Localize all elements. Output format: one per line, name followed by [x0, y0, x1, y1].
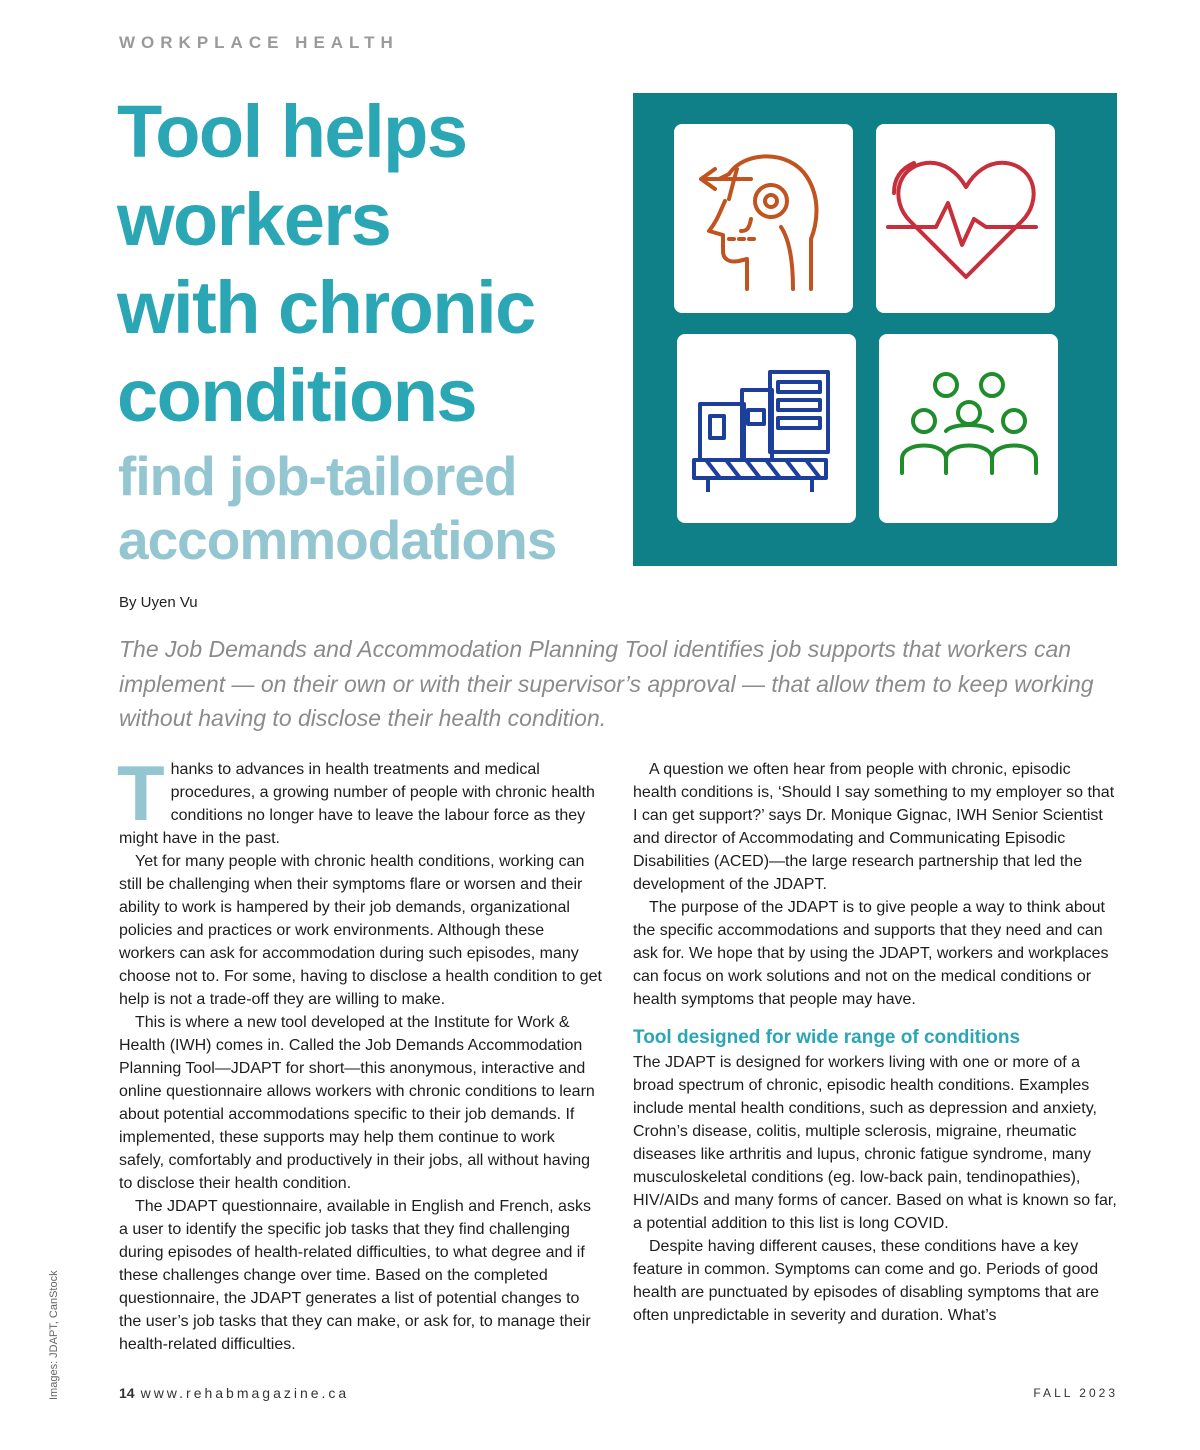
paragraph: [117, 749, 603, 850]
hero-illustration: [633, 93, 1117, 566]
headline-line: with chronic: [117, 266, 535, 349]
subheadline-line: accommodations: [118, 509, 557, 571]
section-subhead: Tool designed for wide range of conditions: [633, 1027, 1021, 1048]
subheadline: [118, 444, 618, 572]
article-column-left: [117, 749, 603, 1356]
paragraph: The purpose of the JDAPT is to give people a way to think about the specific accommodations and supports that they need and can ask for. We hope that by using the JDAPT, workers and workplaces can focus on work solutions and not on the medical conditions or health symptoms that people may have.: [633, 899, 1109, 1008]
footer-left: [119, 1385, 349, 1401]
paragraph: Yet for many people with chronic health conditions, working can still be challenging when their symptoms flare or worsen and their ability to work is hampered by their job demands, organizational policies and practices or work environments. Although these workers can ask for accommodation during such episodes, many choose not to. For some, having to disclose a health condition to get help is not a trade-off they are willing to make.: [119, 853, 602, 1008]
heart-pulse-icon: [886, 149, 1046, 289]
paragraph: A question we often hear from people with chronic, episodic health conditions is, ‘Should I say something to my employer so that I can get support?’ says Dr. Monique Gignac, IWH Senior Scientist and director of Accommodating and Communicating Episodic Disabilities (ACED)—the large research partnership that led the development of the JDAPT.: [633, 761, 1115, 893]
tile-head: [674, 124, 853, 313]
issue-label: FALL 2023: [1033, 1386, 1118, 1400]
paragraph: The JDAPT is designed for workers living with one or more of a broad spectrum of chronic, episodic health conditions. Examples include mental health conditions, such as depression and anxiety, Crohn’s disease, colitis, multiple sclerosis, migraine, rheumatic diseases like arthritis and lupus, chronic fatigue syndrome, many musculoskeletal conditions (eg. low-back pain, tendinopathies), HIV/AIDs and many forms of cancer. Based on what is known so far, a potential addition to this list is long COVID.: [633, 1054, 1117, 1232]
paragraph-text: hanks to advances in health treatments and medical procedures, a growing number of people with chronic health conditions no longer have to leave the labour force as they might have in the past.: [119, 761, 595, 847]
tile-building: [677, 334, 856, 523]
tile-people: [879, 334, 1058, 523]
headline-line: conditions: [117, 354, 477, 437]
headline: [117, 88, 617, 440]
tile-heart: [876, 124, 1055, 313]
building-icon: [692, 364, 842, 494]
article-column-right: [633, 758, 1117, 1327]
headline-line: Tool helps: [117, 90, 467, 173]
section-label: WORKPLACE HEALTH: [119, 33, 399, 52]
drop-cap: T: [117, 749, 165, 837]
paragraph: This is where a new tool developed at the Institute for Work & Health (IWH) comes in. Called the Job Demands Accommodation Planning Tool—JDAPT for short—this anonymous, interactive and online questionnaire allows workers with chronic conditions to learn about potential accommodations specific to their job demands. If implemented, these supports may help them continue to work safely, comfortably and productively in their jobs, all without having to disclose their health condition.: [119, 1014, 595, 1192]
image-credit: Images: JDAPT, CanStock: [48, 1270, 60, 1400]
paragraph: Despite having different causes, these conditions have a key feature in common. Symptoms can come and go. Periods of good health are punctuated by episodes of disabling symptoms that are often unpredictable in severity and duration. What’s: [633, 1238, 1100, 1324]
head-profile-icon: [689, 139, 839, 299]
page-number: 14: [119, 1385, 135, 1401]
byline: By Uyen Vu: [119, 594, 198, 611]
paragraph: The JDAPT questionnaire, available in English and French, asks a user to identify the specific job tasks that they find challenging during episodes of health-related difficulties, to what degree and if these challenges change over time. Based on the completed questionnaire, the JDAPT generates a list of potential changes to the user’s job tasks that they can make, or ask for, to manage their health-related difficulties.: [119, 1198, 591, 1353]
headline-line: workers: [117, 178, 391, 261]
deck-intro: The Job Demands and Accommodation Planning Tool identifies job supports that workers can implement — on their own or with their supervisor’s approval — that allow them to keep working without having to disclose their health condition.: [119, 636, 1094, 731]
people-group-icon: [894, 369, 1044, 489]
website-url: www.rehabmagazine.ca: [140, 1385, 350, 1401]
subheadline-line: find job-tailored: [118, 445, 517, 507]
